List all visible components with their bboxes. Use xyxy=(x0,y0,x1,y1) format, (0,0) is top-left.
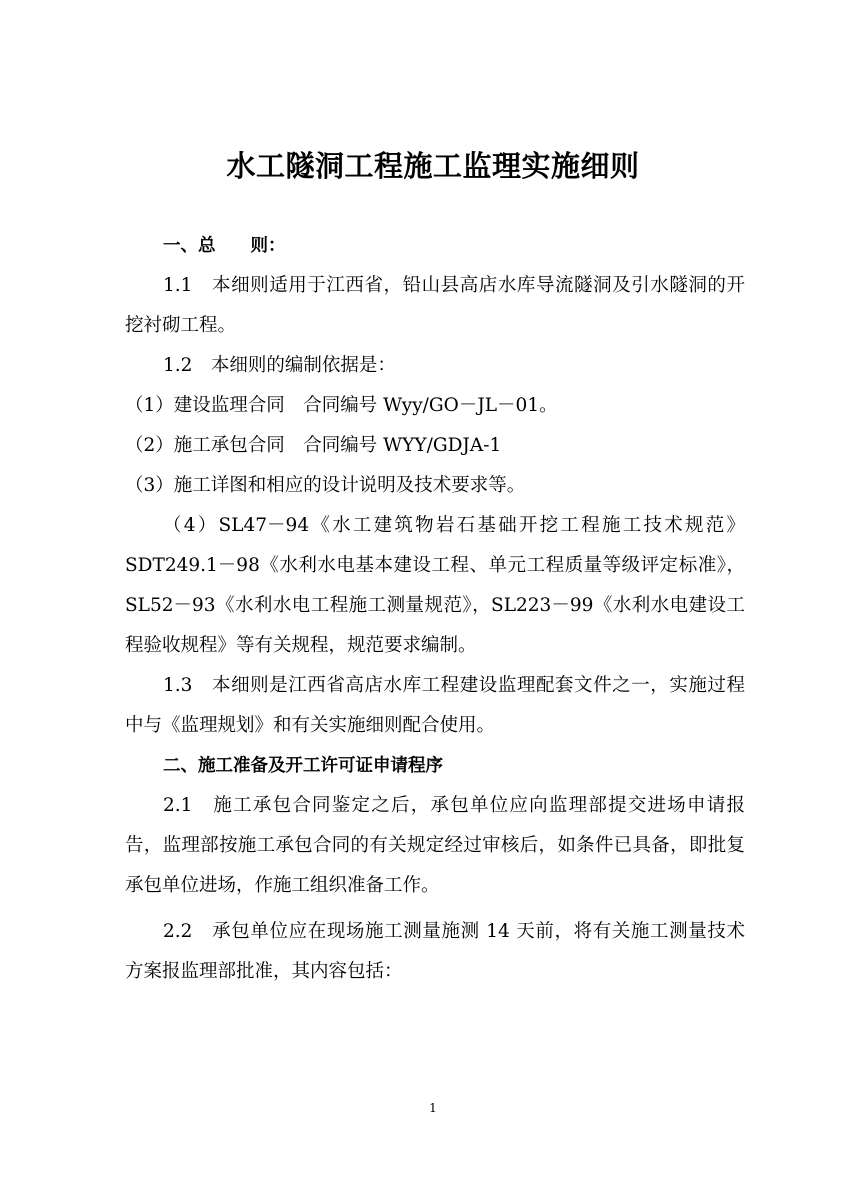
paragraph-2-2: 2.2 承包单位应在现场施工测量施测 14 天前，将有关施工测量技术方案报监理部批准，其内容包括： xyxy=(125,921,745,982)
document-body xyxy=(125,226,745,992)
basis-list-item-3: （3）施工详图和相应的设计说明及技术要求等。 xyxy=(125,475,526,496)
basis-list-item-2: （2）施工承包合同 合同编号 WYY/GDJA-1 xyxy=(125,435,502,456)
section-heading-general: 一、总 则： xyxy=(163,236,286,256)
document-title: 水工隧洞工程施工监理实施细则 xyxy=(226,149,640,183)
basis-list-item-1: （1）建设监理合同 合同编号 Wyy/GO－JL－01。 xyxy=(125,395,558,416)
paragraph-2-1: 2.1 施工承包合同鉴定之后，承包单位应向监理部提交进场申请报告，监理部按施工承包合同的有关规定经过审核后，如条件已具备，即批复承包单位进场，作施工组织准备工作。 xyxy=(125,795,745,896)
paragraph-1-2: 1.2 本细则的编制依据是： xyxy=(163,355,396,376)
page-number: 1 xyxy=(429,1101,437,1115)
basis-list-item-4: （4）SL47－94《水工建筑物岩石基础开挖工程施工技术规范》SDT249.1－98《水利水电基本建设工程、单元工程质量等级评定标准》，SL52－93《水利水电工程施工测量规范》，SL223－99《水利水电建设工程验收规程》等有关规程，规范要求编制。 xyxy=(125,515,745,656)
paragraph-1-3: 1.3 本细则是江西省高店水库工程建设监理配套文件之一，实施过程中与《监理规划》和有关实施细则配合使用。 xyxy=(125,675,745,736)
paragraph-1-1: 1.1 本细则适用于江西省，铅山县高店水库导流隧洞及引水隧洞的开挖衬砌工程。 xyxy=(125,275,745,336)
section-heading-preparation: 二、施工准备及开工许可证申请程序 xyxy=(163,756,443,776)
